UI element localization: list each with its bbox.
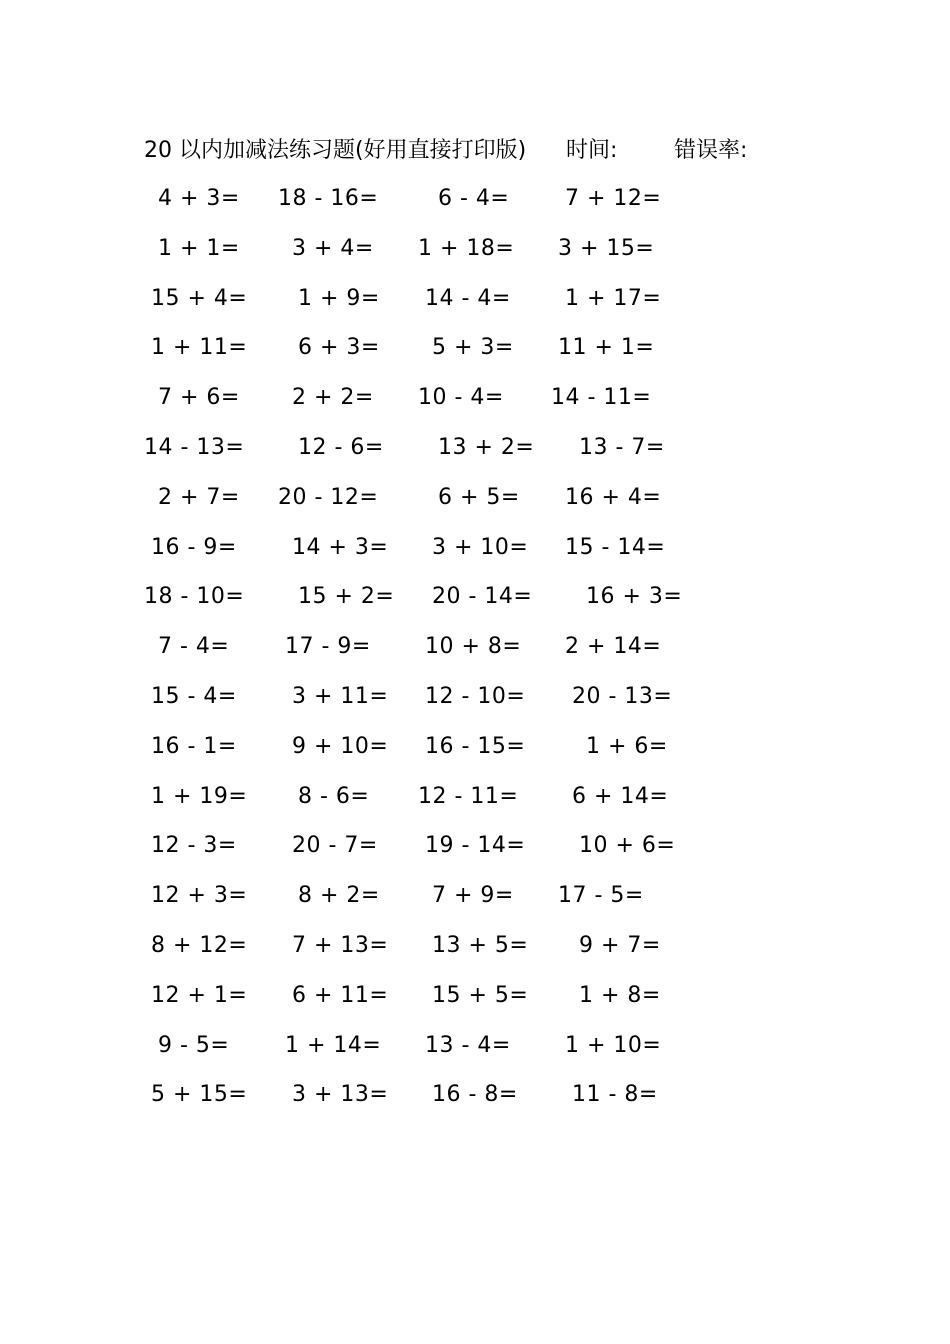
problem-row (0, 430, 950, 480)
math-problem: 10 + 6= (579, 833, 676, 859)
problem-grid (0, 181, 950, 1127)
math-problem: 14 - 4= (425, 285, 511, 311)
math-problem: 15 + 4= (151, 285, 248, 311)
math-problem: 19 - 14= (425, 833, 526, 859)
math-problem: 7 + 13= (292, 932, 389, 958)
math-problem: 16 + 3= (586, 584, 683, 610)
math-problem: 1 + 17= (565, 285, 662, 311)
math-problem: 9 - 5= (158, 1032, 230, 1058)
error-rate-label: 错误率: (674, 138, 748, 163)
math-problem: 14 - 11= (551, 385, 652, 411)
math-problem: 12 + 1= (151, 982, 248, 1008)
problem-row (0, 181, 950, 231)
math-problem: 13 + 2= (438, 434, 535, 460)
math-problem: 20 - 13= (572, 683, 673, 709)
problem-row (0, 330, 950, 380)
math-problem: 1 + 18= (418, 235, 515, 261)
math-problem: 16 - 8= (432, 1082, 518, 1108)
math-problem: 7 + 12= (565, 186, 662, 211)
math-problem: 6 + 14= (572, 783, 669, 809)
problem-row (0, 629, 950, 679)
problem-row (0, 978, 950, 1028)
math-problem: 13 - 4= (425, 1032, 511, 1058)
math-problem: 5 + 3= (432, 335, 514, 361)
math-problem: 15 + 2= (298, 584, 395, 610)
math-problem: 2 + 14= (565, 634, 662, 660)
math-problem: 1 + 10= (565, 1032, 662, 1058)
math-problem: 7 - 4= (158, 634, 230, 660)
math-problem: 9 + 7= (579, 932, 661, 958)
problem-row (0, 828, 950, 878)
math-problem: 12 - 10= (425, 683, 526, 709)
math-problem: 10 - 4= (418, 385, 504, 411)
problem-row (0, 380, 950, 430)
math-problem: 12 - 11= (418, 783, 519, 809)
math-problem: 9 + 10= (292, 733, 389, 759)
math-problem: 14 - 13= (144, 434, 245, 460)
math-problem: 3 + 11= (292, 683, 389, 709)
math-problem: 18 - 16= (278, 186, 379, 211)
math-problem: 3 + 15= (558, 235, 655, 261)
math-problem: 1 + 9= (298, 285, 380, 311)
math-problem: 6 - 4= (438, 186, 510, 211)
worksheet-title: 20 以内加减法练习题(好用直接打印版) (144, 138, 527, 163)
math-problem: 11 + 1= (558, 335, 655, 361)
math-problem: 16 - 9= (151, 534, 237, 560)
math-problem: 8 + 12= (151, 932, 248, 958)
problem-row (0, 878, 950, 928)
math-problem: 16 + 4= (565, 484, 662, 510)
math-problem: 16 - 15= (425, 733, 526, 759)
math-problem: 7 + 6= (158, 385, 240, 411)
math-problem: 2 + 2= (292, 385, 374, 411)
math-problem: 11 - 8= (572, 1082, 658, 1108)
problem-row (0, 530, 950, 580)
math-problem: 12 + 3= (151, 883, 248, 909)
problem-row (0, 928, 950, 978)
math-problem: 13 + 5= (432, 932, 529, 958)
math-problem: 1 + 19= (151, 783, 248, 809)
math-problem: 16 - 1= (151, 733, 237, 759)
math-problem: 20 - 14= (432, 584, 533, 610)
math-problem: 3 + 13= (292, 1082, 389, 1108)
math-problem: 8 - 6= (298, 783, 370, 809)
math-problem: 4 + 3= (158, 186, 240, 211)
math-problem: 3 + 4= (292, 235, 374, 261)
math-problem: 10 + 8= (425, 634, 522, 660)
time-label: 时间: (566, 138, 618, 163)
math-problem: 12 - 6= (298, 434, 384, 460)
math-problem: 17 - 5= (558, 883, 644, 909)
math-problem: 20 - 7= (292, 833, 378, 859)
problem-row (0, 729, 950, 779)
problem-row (0, 679, 950, 729)
math-problem: 18 - 10= (144, 584, 245, 610)
math-problem: 8 + 2= (298, 883, 380, 909)
problem-row (0, 231, 950, 281)
math-problem: 6 + 11= (292, 982, 389, 1008)
problem-row (0, 1077, 950, 1127)
problem-row (0, 579, 950, 629)
problem-row (0, 1028, 950, 1078)
math-problem: 1 + 1= (158, 235, 240, 261)
math-problem: 6 + 5= (438, 484, 520, 510)
math-problem: 15 - 4= (151, 683, 237, 709)
math-problem: 1 + 8= (579, 982, 661, 1008)
problem-row (0, 480, 950, 530)
problem-row (0, 779, 950, 829)
math-problem: 14 + 3= (292, 534, 389, 560)
math-problem: 12 - 3= (151, 833, 237, 859)
math-problem: 17 - 9= (285, 634, 371, 660)
math-problem: 3 + 10= (432, 534, 529, 560)
problem-row (0, 281, 950, 331)
math-problem: 15 + 5= (432, 982, 529, 1008)
math-problem: 2 + 7= (158, 484, 240, 510)
math-problem: 1 + 14= (285, 1032, 382, 1058)
math-problem: 13 - 7= (579, 434, 665, 460)
math-problem: 7 + 9= (432, 883, 514, 909)
math-problem: 5 + 15= (151, 1082, 248, 1108)
math-problem: 1 + 6= (586, 733, 668, 759)
math-problem: 1 + 11= (151, 335, 248, 361)
math-problem: 15 - 14= (565, 534, 666, 560)
math-problem: 20 - 12= (278, 484, 379, 510)
math-problem: 6 + 3= (298, 335, 380, 361)
